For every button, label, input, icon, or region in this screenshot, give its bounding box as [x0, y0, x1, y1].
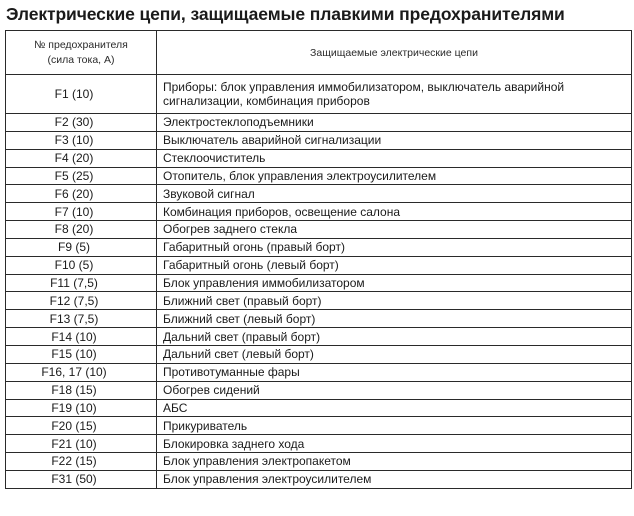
table-row [6, 114, 632, 132]
page-title: Электрические цепи, защищаемые плавкими предохранителями [6, 4, 565, 24]
circuit-cell: Обогрев сидений [157, 381, 632, 399]
table-row [6, 435, 632, 453]
circuit-cell: Отопитель, блок управления электроусилителем [157, 167, 632, 185]
circuit-cell: Блокировка заднего хода [157, 435, 632, 453]
table-row [6, 470, 632, 488]
fuse-cell: F4 (20) [6, 149, 157, 167]
fuse-cell: F14 (10) [6, 328, 157, 346]
circuit-cell: Комбинация приборов, освещение салона [157, 203, 632, 221]
fuse-cell: F16, 17 (10) [6, 363, 157, 381]
table-row [6, 417, 632, 435]
fuse-cell: F11 (7,5) [6, 274, 157, 292]
table-row [6, 149, 632, 167]
circuit-cell: Выключатель аварийной сигнализации [157, 131, 632, 149]
fuse-cell: F2 (30) [6, 114, 157, 132]
fuse-cell: F5 (25) [6, 167, 157, 185]
fuse-cell: F8 (20) [6, 221, 157, 239]
table-row [6, 328, 632, 346]
table-header-row [6, 31, 632, 75]
fuse-cell: F10 (5) [6, 256, 157, 274]
circuit-cell: Блок управления иммобилизатором [157, 274, 632, 292]
circuit-cell: Дальний свет (правый борт) [157, 328, 632, 346]
circuit-cell: Обогрев заднего стекла [157, 221, 632, 239]
table-row [6, 453, 632, 471]
table-row [6, 238, 632, 256]
fuse-cell: F7 (10) [6, 203, 157, 221]
fuse-cell: F1 (10) [6, 75, 157, 114]
table-row [6, 221, 632, 239]
fuse-cell: F18 (15) [6, 381, 157, 399]
table-row [6, 256, 632, 274]
table-row [6, 75, 632, 114]
table-row [6, 131, 632, 149]
fuse-cell: F21 (10) [6, 435, 157, 453]
table-row [6, 167, 632, 185]
fuse-cell: F12 (7,5) [6, 292, 157, 310]
fuse-cell: F3 (10) [6, 131, 157, 149]
circuit-cell: Блок управления электроусилителем [157, 470, 632, 488]
circuit-cell: Звуковой сигнал [157, 185, 632, 203]
column-header-circuits: Защищаемые электрические цепи [157, 31, 632, 75]
fuse-cell: F20 (15) [6, 417, 157, 435]
column-header-fuse-line2: (сила тока, А) [47, 53, 115, 66]
fuse-cell: F15 (10) [6, 345, 157, 363]
circuit-cell: Электростеклоподъемники [157, 114, 632, 132]
circuit-cell: Прикуриватель [157, 417, 632, 435]
circuit-cell: Габаритный огонь (левый борт) [157, 256, 632, 274]
fuse-cell: F9 (5) [6, 238, 157, 256]
circuit-cell: Ближний свет (правый борт) [157, 292, 632, 310]
table-row [6, 345, 632, 363]
circuit-cell: Блок управления электропакетом [157, 453, 632, 471]
fuse-table [5, 30, 632, 489]
table-row [6, 292, 632, 310]
fuse-cell: F22 (15) [6, 453, 157, 471]
circuit-cell: Приборы: блок управления иммобилизатором, выключатель аварийной сигнализации, комбинация приборов [157, 75, 632, 114]
table-row [6, 310, 632, 328]
circuit-cell: Ближний свет (левый борт) [157, 310, 632, 328]
column-header-fuse-line1: № предохранителя [34, 38, 128, 51]
table-row [6, 399, 632, 417]
circuit-cell: Противотуманные фары [157, 363, 632, 381]
column-header-fuse [6, 31, 157, 75]
table-row [6, 203, 632, 221]
fuse-cell: F31 (50) [6, 470, 157, 488]
circuit-cell: АБС [157, 399, 632, 417]
circuit-cell: Стеклоочиститель [157, 149, 632, 167]
fuse-cell: F13 (7,5) [6, 310, 157, 328]
table-row [6, 381, 632, 399]
circuit-cell: Дальний свет (левый борт) [157, 345, 632, 363]
table-row [6, 185, 632, 203]
table-row [6, 274, 632, 292]
circuit-cell: Габаритный огонь (правый борт) [157, 238, 632, 256]
fuse-cell: F19 (10) [6, 399, 157, 417]
fuse-cell: F6 (20) [6, 185, 157, 203]
table-row [6, 363, 632, 381]
